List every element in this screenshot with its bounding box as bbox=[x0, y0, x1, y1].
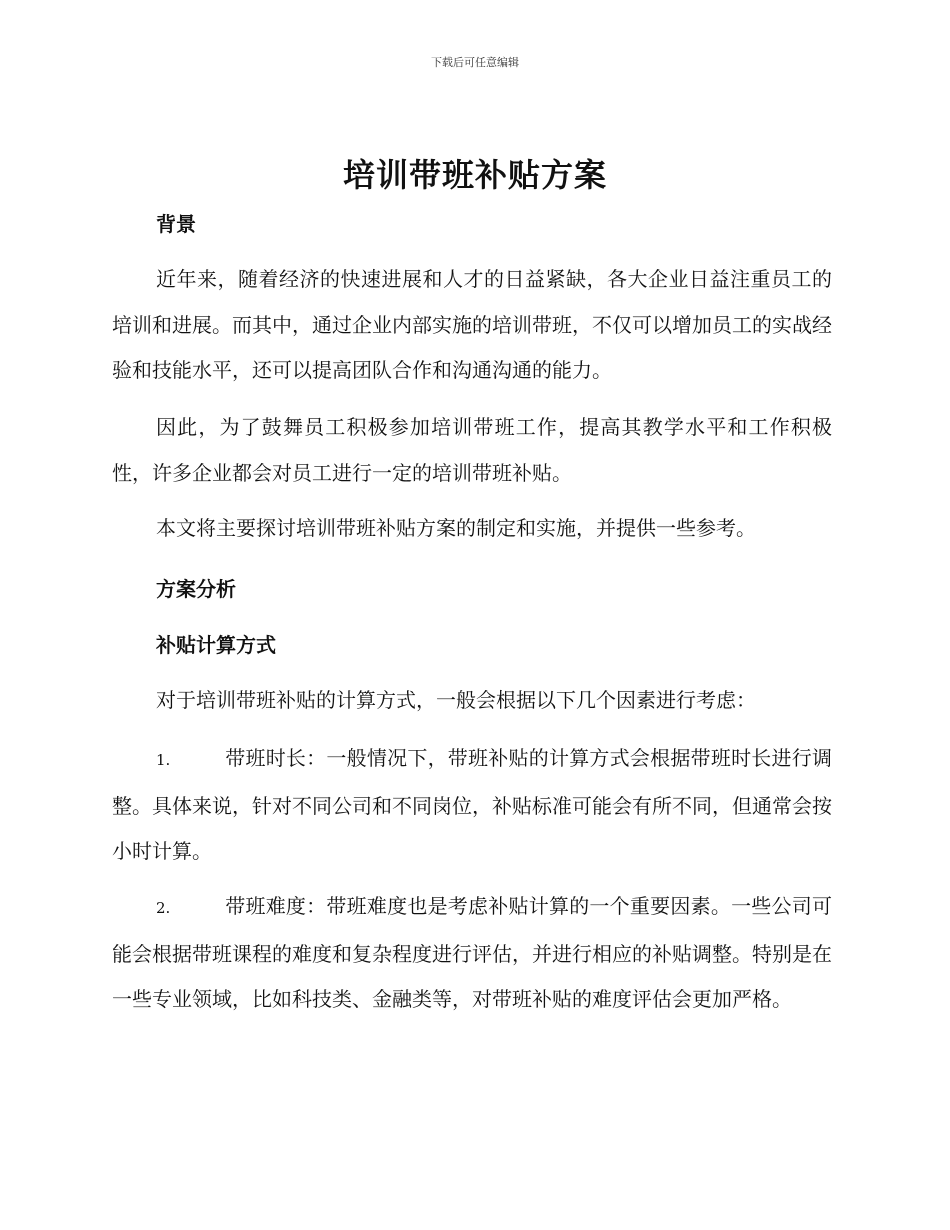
header-note: 下载后可任意编辑 bbox=[431, 56, 519, 69]
paragraph-1: 近年来，随着经济的快速进展和人才的日益紧缺，各大企业日益注重员工的培训和进展。而其中，通过企业内部实施的培训带班，不仅可以增加员工的实战经验和技能水平，还可以提高团队合作和沟通沟通的能力。 bbox=[112, 267, 832, 382]
list-item-number: 2. bbox=[156, 899, 171, 917]
list-item bbox=[112, 884, 832, 1023]
list-item-number: 1. bbox=[156, 751, 171, 769]
paragraph-4: 对于培训带班补贴的计算方式，一般会根据以下几个因素进行考虑： bbox=[156, 688, 756, 712]
paragraph-2: 因此，为了鼓舞员工积极参加培训带班工作，提高其教学水平和工作积极性，许多企业都会对员工进行一定的培训带班补贴。 bbox=[112, 415, 832, 485]
section-heading-analysis: 方案分析 bbox=[156, 577, 236, 601]
list-item-text: 带班难度：带班难度也是考虑补贴计算的一个重要因素。一些公司可能会根据带班课程的难度和复杂程度进行评估，并进行相应的补贴调整。特别是在一些专业领域，比如科技类、金融类等，对带班补贴的难度评估会更加严格。 bbox=[112, 894, 832, 1011]
section-heading-background: 背景 bbox=[156, 212, 196, 236]
paragraph-3: 本文将主要探讨培训带班补贴方案的制定和实施，并提供一些参考。 bbox=[156, 516, 756, 540]
list-item bbox=[112, 736, 832, 875]
document-title: 培训带班补贴方案 bbox=[342, 156, 607, 194]
list-item-text: 带班时长：一般情况下，带班补贴的计算方式会根据带班时长进行调整。具体来说，针对不同公司和不同岗位，补贴标准可能会有所不同，但通常会按小时计算。 bbox=[112, 746, 832, 863]
section-heading-calculation: 补贴计算方式 bbox=[156, 633, 276, 657]
